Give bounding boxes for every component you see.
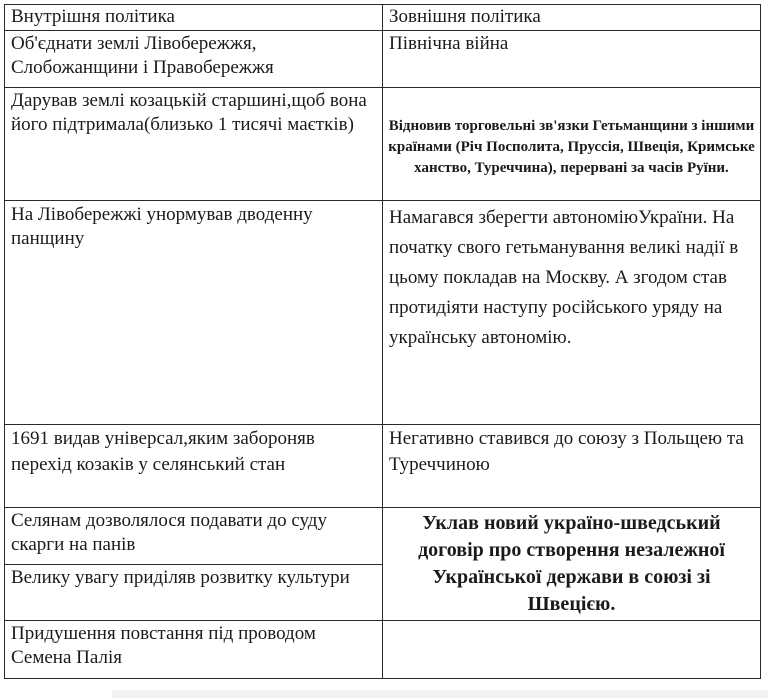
internal-cell: Велику увагу приділяв розвитку культури — [5, 565, 383, 621]
table-row — [5, 425, 761, 508]
external-cell: Відновив торговельні зв'язки Гетьманщини з іншими країнами (Річ Посполита, Пруссія, Швеція, Кримське ханство, Туреччина), перервані за часів Руїни. — [383, 88, 761, 201]
internal-cell: Придушення повстання під проводом Семена Палія — [5, 621, 383, 679]
header-internal: Внутрішня політика — [5, 5, 383, 31]
table-row — [5, 621, 761, 679]
table-row — [5, 88, 761, 201]
external-cell: Негативно ставився до союзу з Польщею та Туреччиною — [383, 425, 761, 508]
table-row — [5, 31, 761, 88]
table-row — [5, 508, 761, 565]
internal-cell: Селянам дозволялося подавати до суду скарги на панів — [5, 508, 383, 565]
external-cell: Уклав новий україно-шведський договір про створення незалежної Української держави в союзі зі Швецією. — [383, 508, 761, 621]
internal-cell: Дарував землі козацькій старшині,щоб вона його підтримала(близько 1 тисячі маєтків) — [5, 88, 383, 201]
external-cell: Намагався зберегти автономіюУкраїни. На початку свого гетьманування великі надії в цьому покладав на Москву. А згодом став протидіяти наступу російського уряду на українську автономію. — [383, 201, 761, 425]
external-cell: Північна війна — [383, 31, 761, 88]
internal-cell: 1691 видав універсал,яким забороняв перехід козаків у селянський стан — [5, 425, 383, 508]
internal-cell: На Лівобережжі унормував дводенну панщину — [5, 201, 383, 425]
table-row — [5, 201, 761, 425]
internal-cell: Об'єднати землі Лівобережжя, Слобожанщини і Правобережжя — [5, 31, 383, 88]
external-cell — [383, 621, 761, 679]
policy-table — [4, 4, 761, 679]
page-bottom-strip — [112, 690, 768, 698]
header-external: Зовнішня політика — [383, 5, 761, 31]
table-header-row — [5, 5, 761, 31]
